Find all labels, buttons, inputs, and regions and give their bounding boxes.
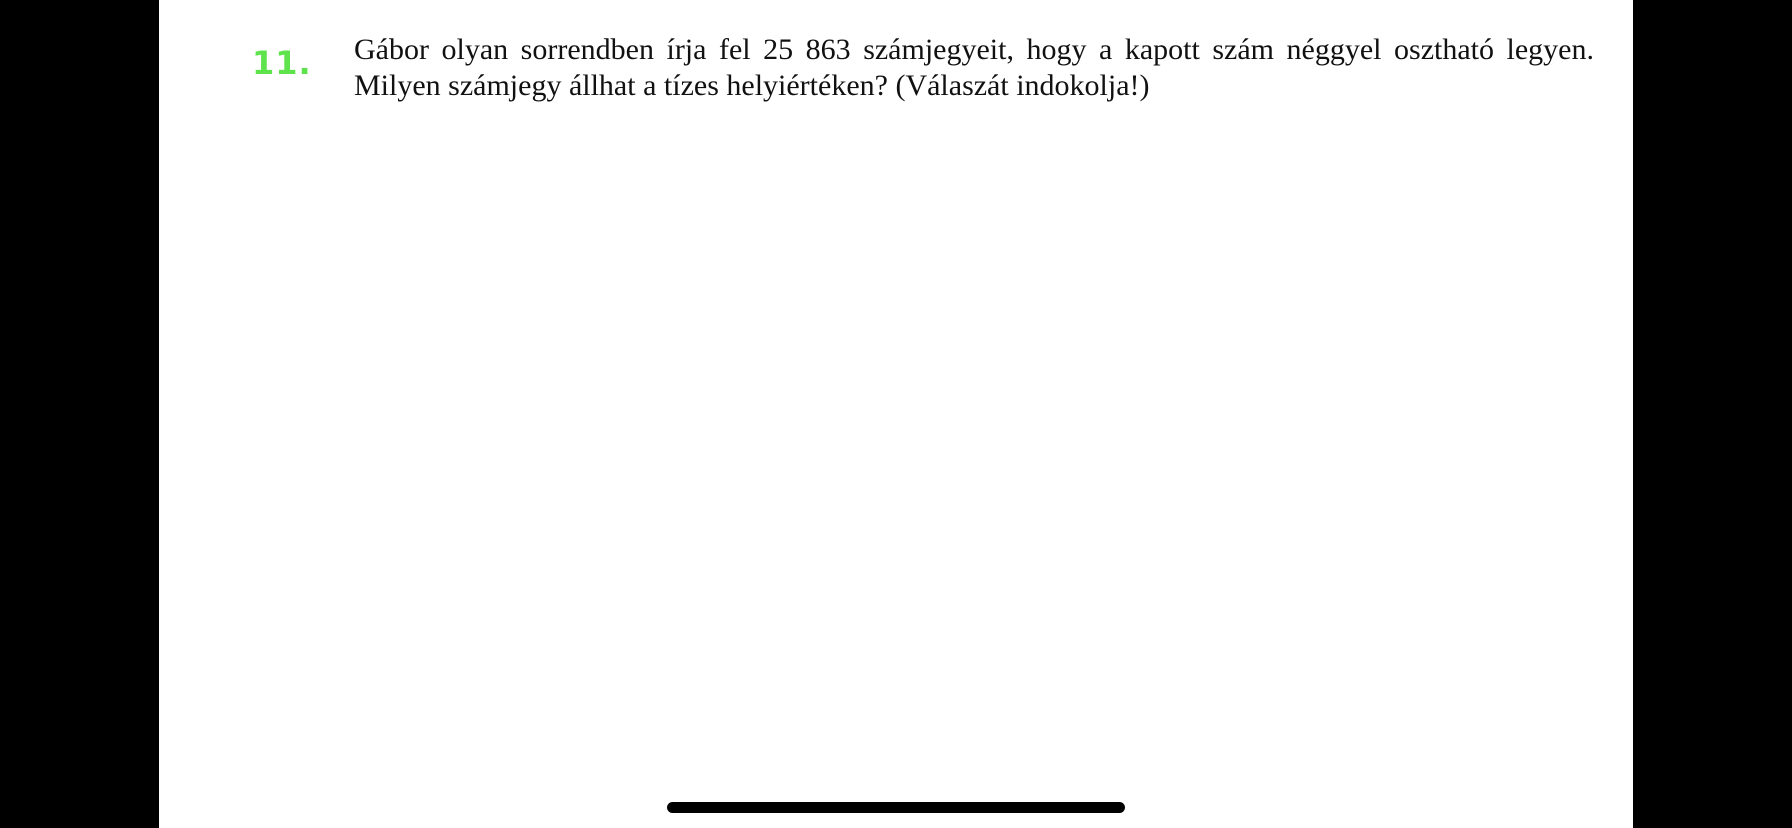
problem-number: 11.	[252, 44, 312, 82]
document-page	[159, 0, 1633, 828]
problem-text: Gábor olyan sorrendben írja fel 25 863 számjegyeit, hogy a kapott szám néggyel osztható legyen. Milyen számjegy állhat a tízes helyiértéken? (Válaszát indokolja!)	[354, 33, 1594, 102]
home-indicator[interactable]	[667, 802, 1125, 813]
